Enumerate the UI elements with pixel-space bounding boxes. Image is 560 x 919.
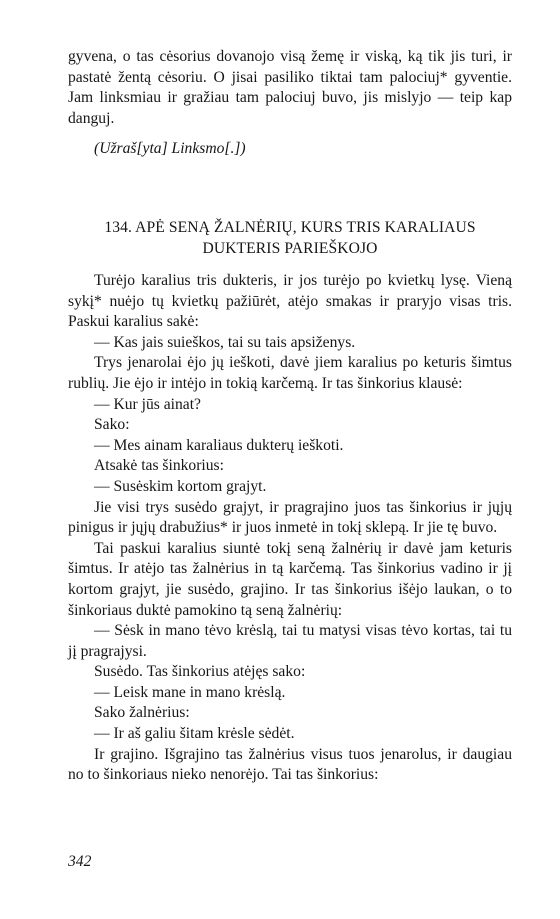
page-number: 342: [68, 853, 92, 870]
story-paragraph: — Kas jais suieškos, tai su tais apsiženys.: [94, 333, 356, 351]
story-paragraph: Sako:: [94, 416, 130, 434]
story-paragraph: Susėdo. Tas šinkorius atėjęs sako:: [94, 663, 306, 681]
story-heading: [68, 218, 512, 259]
story-paragraph: — Susėskim kortom grajyt.: [94, 477, 267, 495]
story-paragraph: — Mes ainam karaliaus dukterų ieškoti.: [94, 436, 344, 454]
continued-paragraph: gyvena, o tas cėsorius dovanojo visą žemę ir viską, ką tik jis turi, ir pastatė žentą cėsoriu. O jisai pasiliko tiktai tam palociuj* gyventie. Jam linksmiau ir gražiau tam palociuj buvo, jis mislyjo — teip kap danguj.: [68, 48, 512, 127]
source-note: (Užraš[yta] Linksmo[.]): [94, 140, 246, 157]
story-body: [68, 271, 512, 786]
story-paragraph: Tai paskui karalius siuntė tokį seną žalnėrių ir davė jam keturis šimtus. Ir atėjo tas žalnėrius in tą karčemą. Tas šinkorius vadino ir jį kortom grajyt, jie susėdo, grajino. Ir tas šinkorius išėjo laukan, o to šinkoriaus duktė pamokino tą seną žalnėrių:: [68, 539, 512, 619]
story-heading-line-1: 134. APĖ SENĄ ŽALNĖRIŲ, KURS TRIS KARALIAUS: [104, 219, 476, 236]
story-heading-line-2: DUKTERIS PARIEŠKOJO: [202, 239, 378, 257]
story-paragraph: Sako žalnėrius:: [94, 704, 190, 722]
story-paragraph: Turėjo karalius tris dukteris, ir jos turėjo po kvietkų lysę. Vieną sykį* nuėjo tų kvietkų pažiūrėt, atėjo smakas ir praryjo visas tris. Paskui karalius sakė:: [68, 272, 512, 331]
story-paragraph: Trys jenarolai ėjo jų ieškoti, davė jiem karalius po keturis šimtus rublių. Jie ėjo ir intėjo in tokią karčemą. Ir tas šinkorius klausė:: [68, 354, 512, 392]
story-paragraph: Atsakė tas šinkorius:: [94, 457, 224, 475]
story-paragraph: Jie visi trys susėdo grajyt, ir pragrajino juos tas šinkorius ir jųjų pinigus ir jųjų drabužius* ir juos inmetė in tokį sklepą. Ir jie tę buvo.: [68, 498, 512, 537]
story-paragraph: — Kur jūs ainat?: [94, 395, 201, 413]
story-paragraph: Ir grajino. Išgrajino tas žalnėrius visus tuos jenarolus, ir daugiau no to šinkoriaus nieko nenorėjo. Tai tas šinkorius:: [68, 745, 512, 784]
story-paragraph: — Leisk mane in mano krėslą.: [94, 683, 286, 701]
story-paragraph: — Sėsk in mano tėvo krėslą, tai tu matysi visas tėvo kortas, tai tu jį pragrajysi.: [68, 622, 512, 660]
story-paragraph: — Ir aš galiu šitam krėsle sėdėt.: [94, 725, 295, 743]
